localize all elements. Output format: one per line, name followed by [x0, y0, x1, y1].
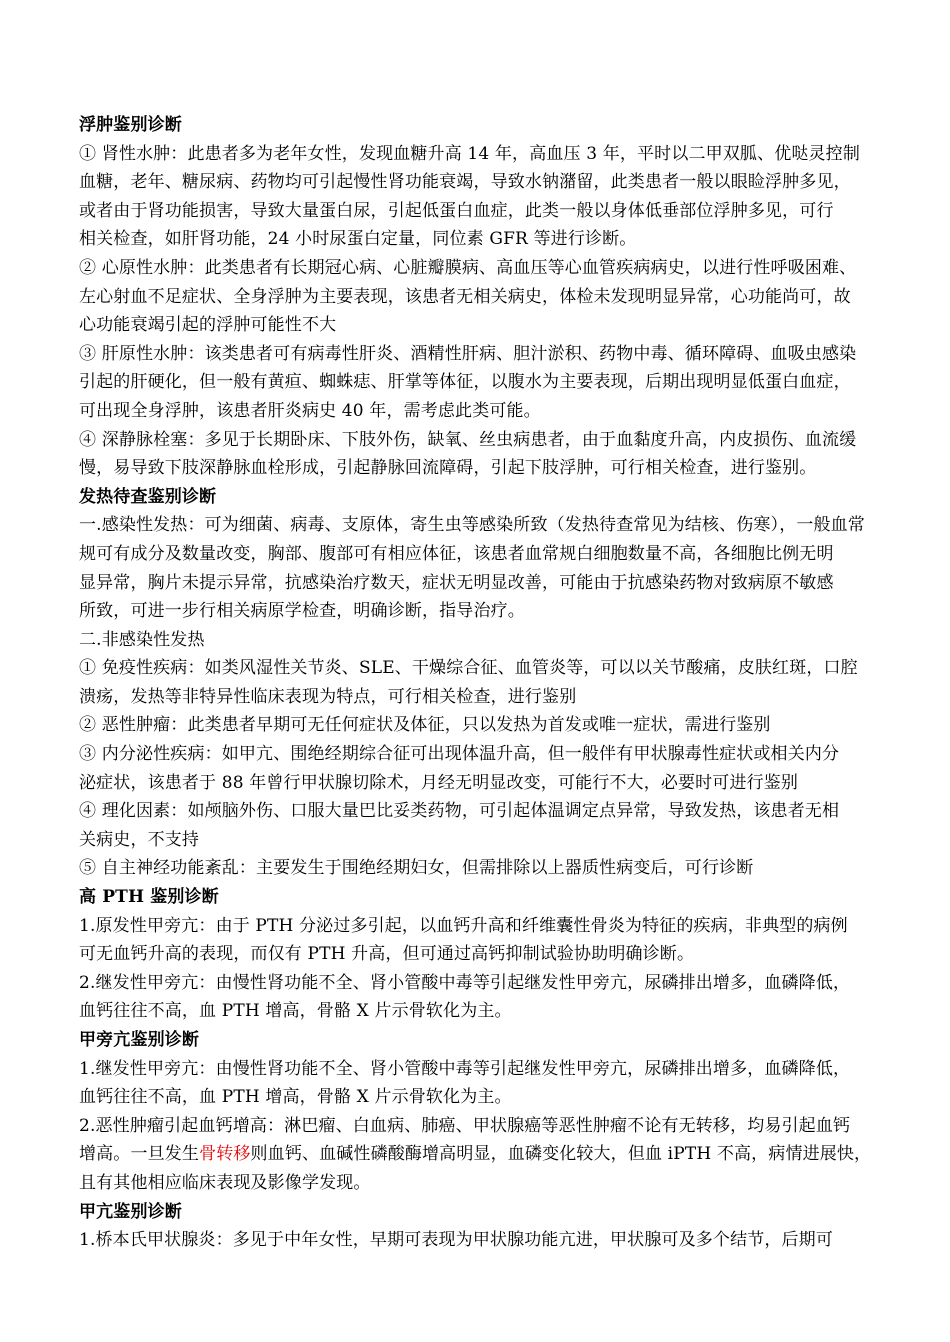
text-line: 2.恶性肿瘤引起血钙增高：淋巴瘤、白血病、肺癌、甲状腺癌等恶性肿瘤不论有无转移，均易引起血钙	[79, 1115, 851, 1136]
text-segment: 则血钙、血碱性磷酸酶增高明显，血磷变化较大，但血 iPTH 不高，病情进展快，	[250, 1144, 872, 1165]
text-line: 引起的肝硬化，但一般有黄疸、蜘蛛痣、肝掌等体征，以腹水为主要表现，后期出现明显低蛋白血症，	[79, 372, 851, 393]
text-line: 血糖，老年、糖尿病、药物均可引起慢性肾功能衰竭，导致水钠潴留，此类患者一般以眼睑浮肿多见，	[79, 172, 851, 193]
text-line: 且有其他相应临床表现及影像学发现。	[79, 1172, 371, 1193]
text-line: 一.感染性发热：可为细菌、病毒、支原体，寄生虫等感染所致（发热待查常见为结核、伤寒），一般血常	[79, 515, 865, 536]
text-line: 2.继发性甲旁亢：由慢性肾功能不全、肾小管酸中毒等引起继发性甲旁亢，尿磷排出增多，血磷降低，	[79, 972, 851, 993]
text-line: 1.原发性甲旁亢：由于 PTH 分泌过多引起，以血钙升高和纤维囊性骨炎为特征的疾病，非典型的病例	[79, 915, 848, 936]
heading-hyperparathyroidism: 甲旁亢鉴别诊断	[79, 1030, 200, 1050]
heading-high-pth: 高 PTH 鉴别诊断	[79, 887, 219, 908]
text-line: 溃疡，发热等非特异性临床表现为特点，可行相关检查，进行鉴别	[79, 686, 577, 707]
text-line: ① 免疫性疾病：如类风湿性关节炎、SLE、干燥综合征、血管炎等，可以以关节酸痛，皮肤红斑，口腔	[79, 658, 858, 679]
text-line: ③ 内分泌性疾病：如甲亢、围绝经期综合征可出现体温升高，但一般伴有甲状腺毒性症状或相关内分	[79, 744, 840, 765]
text-line: 血钙往往不高，血 PTH 增高，骨骼 X 片示骨软化为主。	[79, 1087, 512, 1108]
text-line: 血钙往往不高，血 PTH 增高，骨骼 X 片示骨软化为主。	[79, 1001, 512, 1022]
text-line: 二.非感染性发热	[79, 629, 205, 650]
text-line: ② 恶性肿瘤：此类患者早期可无任何症状及体征，只以发热为首发或唯一症状，需进行鉴别	[79, 715, 771, 736]
text-line: 关病史，不支持	[79, 829, 200, 850]
text-line: 1.继发性甲旁亢：由慢性肾功能不全、肾小管酸中毒等引起继发性甲旁亢，尿磷排出增多，血磷降低，	[79, 1058, 851, 1079]
text-line: 心功能衰竭引起的浮肿可能性不大	[79, 315, 337, 336]
text-line: ④ 理化因素：如颅脑外伤、口服大量巴比妥类药物，可引起体温调定点异常，导致发热，该患者无相	[79, 801, 840, 822]
text-line: 左心射血不足症状、全身浮肿为主要表现，该患者无相关病史，体检未发现明显异常，心功能尚可，故	[79, 286, 851, 307]
text-line: 或者由于肾功能损害，导致大量蛋白尿，引起低蛋白血症，此类一般以身体低垂部位浮肿多见，可行	[79, 200, 834, 221]
text-segment: 增高。一旦发生	[79, 1144, 200, 1165]
heading-hyperthyroidism: 甲亢鉴别诊断	[79, 1201, 182, 1222]
text-line: 所致，可进一步行相关病原学检查，明确诊断，指导治疗。	[79, 601, 525, 622]
text-line: 可出现全身浮肿，该患者肝炎病史 40 年，需考虑此类可能。	[79, 400, 541, 421]
highlight-bone-metastasis: 骨转移	[199, 1144, 251, 1165]
text-line-with-highlight	[79, 1140, 904, 1169]
text-line: 泌症状，该患者于 88 年曾行甲状腺切除术，月经无明显改变，可能行不大，必要时可进行鉴别	[79, 772, 799, 793]
heading-edema: 浮肿鉴别诊断	[79, 115, 182, 135]
heading-fever: 发热待查鉴别诊断	[79, 486, 217, 507]
text-line: ① 肾性水肿：此患者多为老年女性，发现血糖升高 14 年，高血压 3 年，平时以二甲双胍、优哒灵控制	[79, 143, 860, 164]
text-line: ② 心原性水肿：此类患者有长期冠心病、心脏瓣膜病、高血压等心血管疾病病史，以进行性呼吸困难、	[79, 257, 857, 278]
text-line: 相关检查，如肝肾功能，24 小时尿蛋白定量，同位素 GFR 等进行诊断。	[79, 229, 637, 250]
text-line: 慢，易导致下肢深静脉血栓形成，引起静脉回流障碍，引起下肢浮肿，可行相关检查，进行鉴别。	[79, 458, 817, 479]
text-line: 1.桥本氏甲状腺炎：多见于中年女性，早期可表现为甲状腺功能亢进，甲状腺可及多个结节，后期可	[79, 1230, 833, 1251]
text-line: ③ 肝原性水肿：该类患者可有病毒性肝炎、酒精性肝病、胆汁淤积、药物中毒、循环障碍、血吸虫感染	[79, 343, 857, 364]
text-line: 可无血钙升高的表现，而仅有 PTH 升高，但可通过高钙抑制试验协助明确诊断。	[79, 944, 695, 965]
text-line: 显异常，胸片未提示异常，抗感染治疗数天，症状无明显改善，可能由于抗感染药物对致病原不敏感	[79, 572, 834, 593]
text-line: ⑤ 自主神经功能紊乱：主要发生于围绝经期妇女，但需排除以上器质性病变后，可行诊断	[79, 858, 754, 879]
text-line: ④ 深静脉栓塞：多见于长期卧床、下肢外伤，缺氧、丝虫病患者，由于血黏度升高，内皮损伤、血流缓	[79, 429, 857, 450]
text-line: 规可有成分及数量改变，胸部、腹部可有相应体征，该患者血常规白细胞数量不高，各细胞比例无明	[79, 543, 834, 564]
